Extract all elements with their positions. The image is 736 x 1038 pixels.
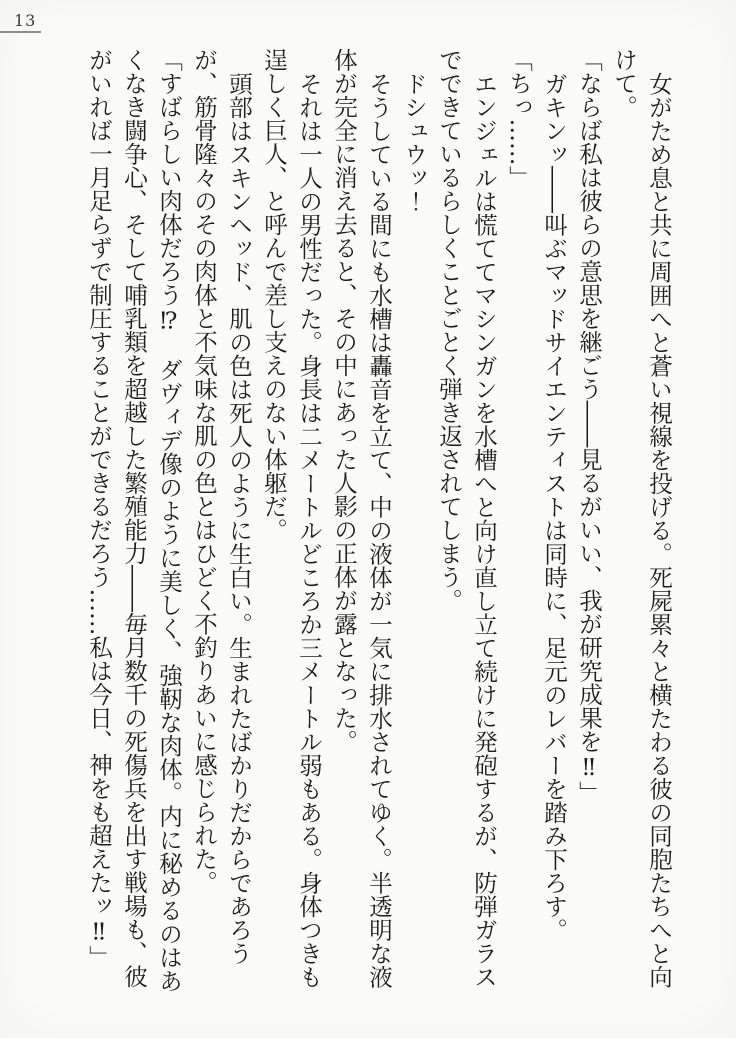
paragraph: 「ちっ……」 — [505, 48, 533, 189]
paragraph: ドシュウッ！ — [400, 71, 428, 213]
page-number-rule — [0, 31, 41, 33]
paragraph: それは一人の男性だった。身長は二メートルどころか三メートル弱もある。身体つきも逞しく巨人、と呼んで差し支えのない体躯だ。 — [260, 48, 323, 988]
paragraph: そうしている間にも水槽は轟音を立て、中の液体が一気に排水されてゆく。半透明な液体が完全に消え去ると、その中にあった人影の正体が露となった。 — [330, 48, 393, 988]
paragraph: エンジェルは慌ててマシンガンを水槽へと向け直し立て続けに発砲するが、防弾ガラスでできているらしくことごとく弾き返されてしまう。 — [435, 48, 498, 988]
paragraph: ガキンッ――叫ぶマッドサイエンティストは同時に、足元のレバーを踏み下ろす。 — [540, 71, 568, 941]
page-number: 13 — [14, 11, 37, 30]
paragraph: 頭部はスキンヘッド、肌の色は死人のように生白い。生まれたばかりだからであろうが、筋骨隆々のその肉体と不気味な肌の色とはひどく不釣りあいに感じられた。 — [190, 48, 253, 965]
paragraph: 「すばらしい肉体だろう⁉ ダヴィデ像のように美しく、強靭な肉体。内に秘めるのはあくなき闘争心、そして哺乳類を超越した繁殖能力――毎月数千の死傷兵を出す戦場も、彼がいれば一月足らずで制圧することができるだろう……私は今日、神をも超えたッ‼」 — [85, 48, 183, 993]
vertical-text-block — [81, 48, 676, 994]
paragraph: 「ならば私は彼らの意思を継ごう――見るがいい、我が研究成果を‼」 — [575, 48, 603, 805]
paragraph: 女がため息と共に周囲へと蒼い視線を投げる。死屍累々と横たわる彼の同胞たちへと向けて。 — [610, 48, 673, 988]
